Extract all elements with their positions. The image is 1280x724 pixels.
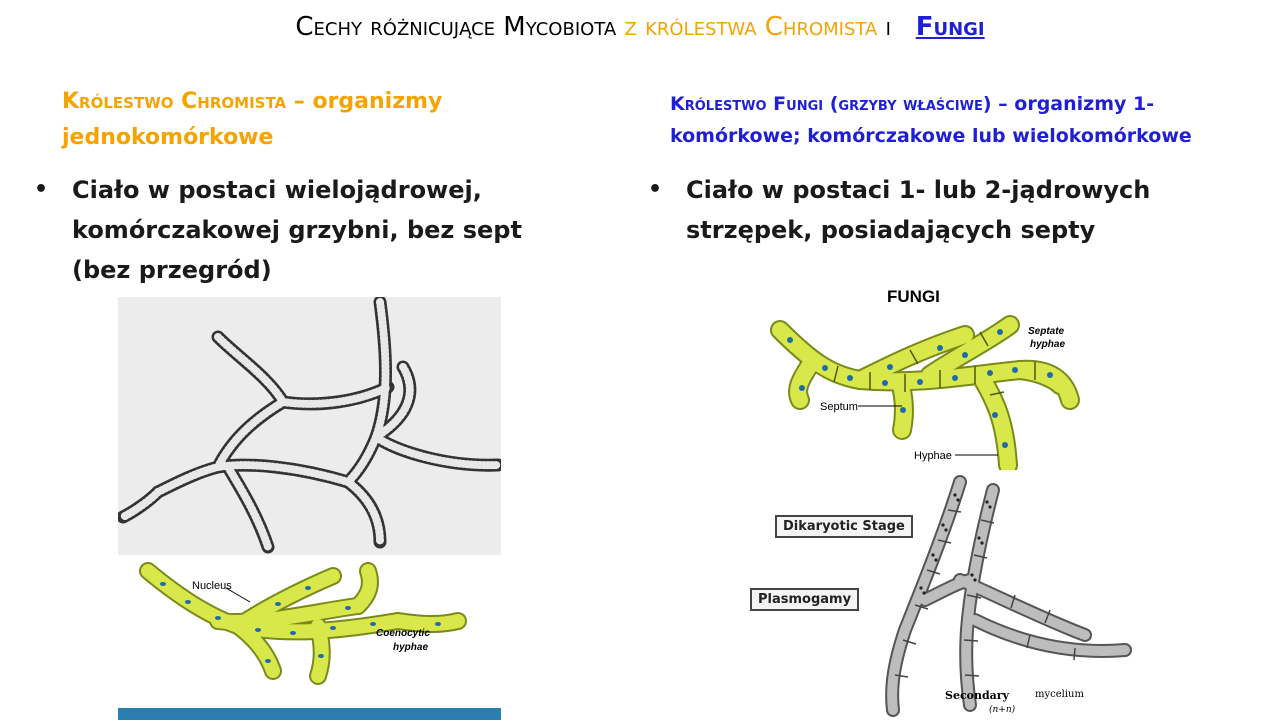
title-part4: Fungi <box>915 12 985 42</box>
fungi-figure-title: FUNGI <box>887 287 940 306</box>
fungi-heading-rest: – organizmy 1-komórkowe; komórczakowe lub wielokomórkowe <box>670 93 1192 147</box>
chromista-heading-sc: Królestwo Chromista <box>62 89 287 114</box>
title-part3: i <box>885 12 891 42</box>
fungi-heading-sc1: Królestwo Fungi <box>670 93 824 115</box>
dikaryotic-stage-figure <box>745 470 1150 720</box>
fungi-heading <box>670 88 1270 152</box>
septate-hyphae-figure <box>750 270 1150 470</box>
septate-label-1: Septate <box>1028 326 1065 337</box>
chromista-bullet-text: Ciało w postaci wielojądrowej, komórczakowej grzybni, bez sept (bez przegród) <box>72 176 522 284</box>
coenocytic-caption-2: hyphae <box>393 642 429 653</box>
bullet-dot: • <box>34 177 49 202</box>
plasmogamy-label: Plasmogamy <box>750 588 859 611</box>
coenocytic-caption-1: Coenocytic <box>376 628 430 639</box>
fungi-heading-sc2: (grzyby właściwe) <box>823 93 992 115</box>
title-part2: z królestwa Chromista <box>624 12 878 42</box>
hyphae-label: Hyphae <box>914 450 952 462</box>
coenocytic-hyphae-figure <box>118 556 501 720</box>
formula-label: (n+n) <box>989 705 1016 715</box>
septum-label: Septum <box>820 401 858 413</box>
title-part1: Cechy różnicujące Mycobiota <box>295 12 617 42</box>
slide-title <box>0 12 1280 42</box>
chromista-heading-rest: – organizmy jednokomórkowe <box>62 89 443 150</box>
mycelium-label: mycelium <box>1035 689 1084 700</box>
chromista-heading <box>62 84 542 156</box>
nucleus-label: Nucleus <box>192 580 232 592</box>
fungi-bullet-text: Ciało w postaci 1- lub 2-jądrowych strzępek, posiadających septy <box>686 176 1151 244</box>
dikaryotic-stage-label: Dikaryotic Stage <box>775 515 913 538</box>
bullet-dot: • <box>648 177 663 202</box>
secondary-label: Secondary <box>945 689 1009 702</box>
aseptate-hyphae-sketch <box>118 297 501 555</box>
septate-label-2: hyphae <box>1030 339 1066 350</box>
